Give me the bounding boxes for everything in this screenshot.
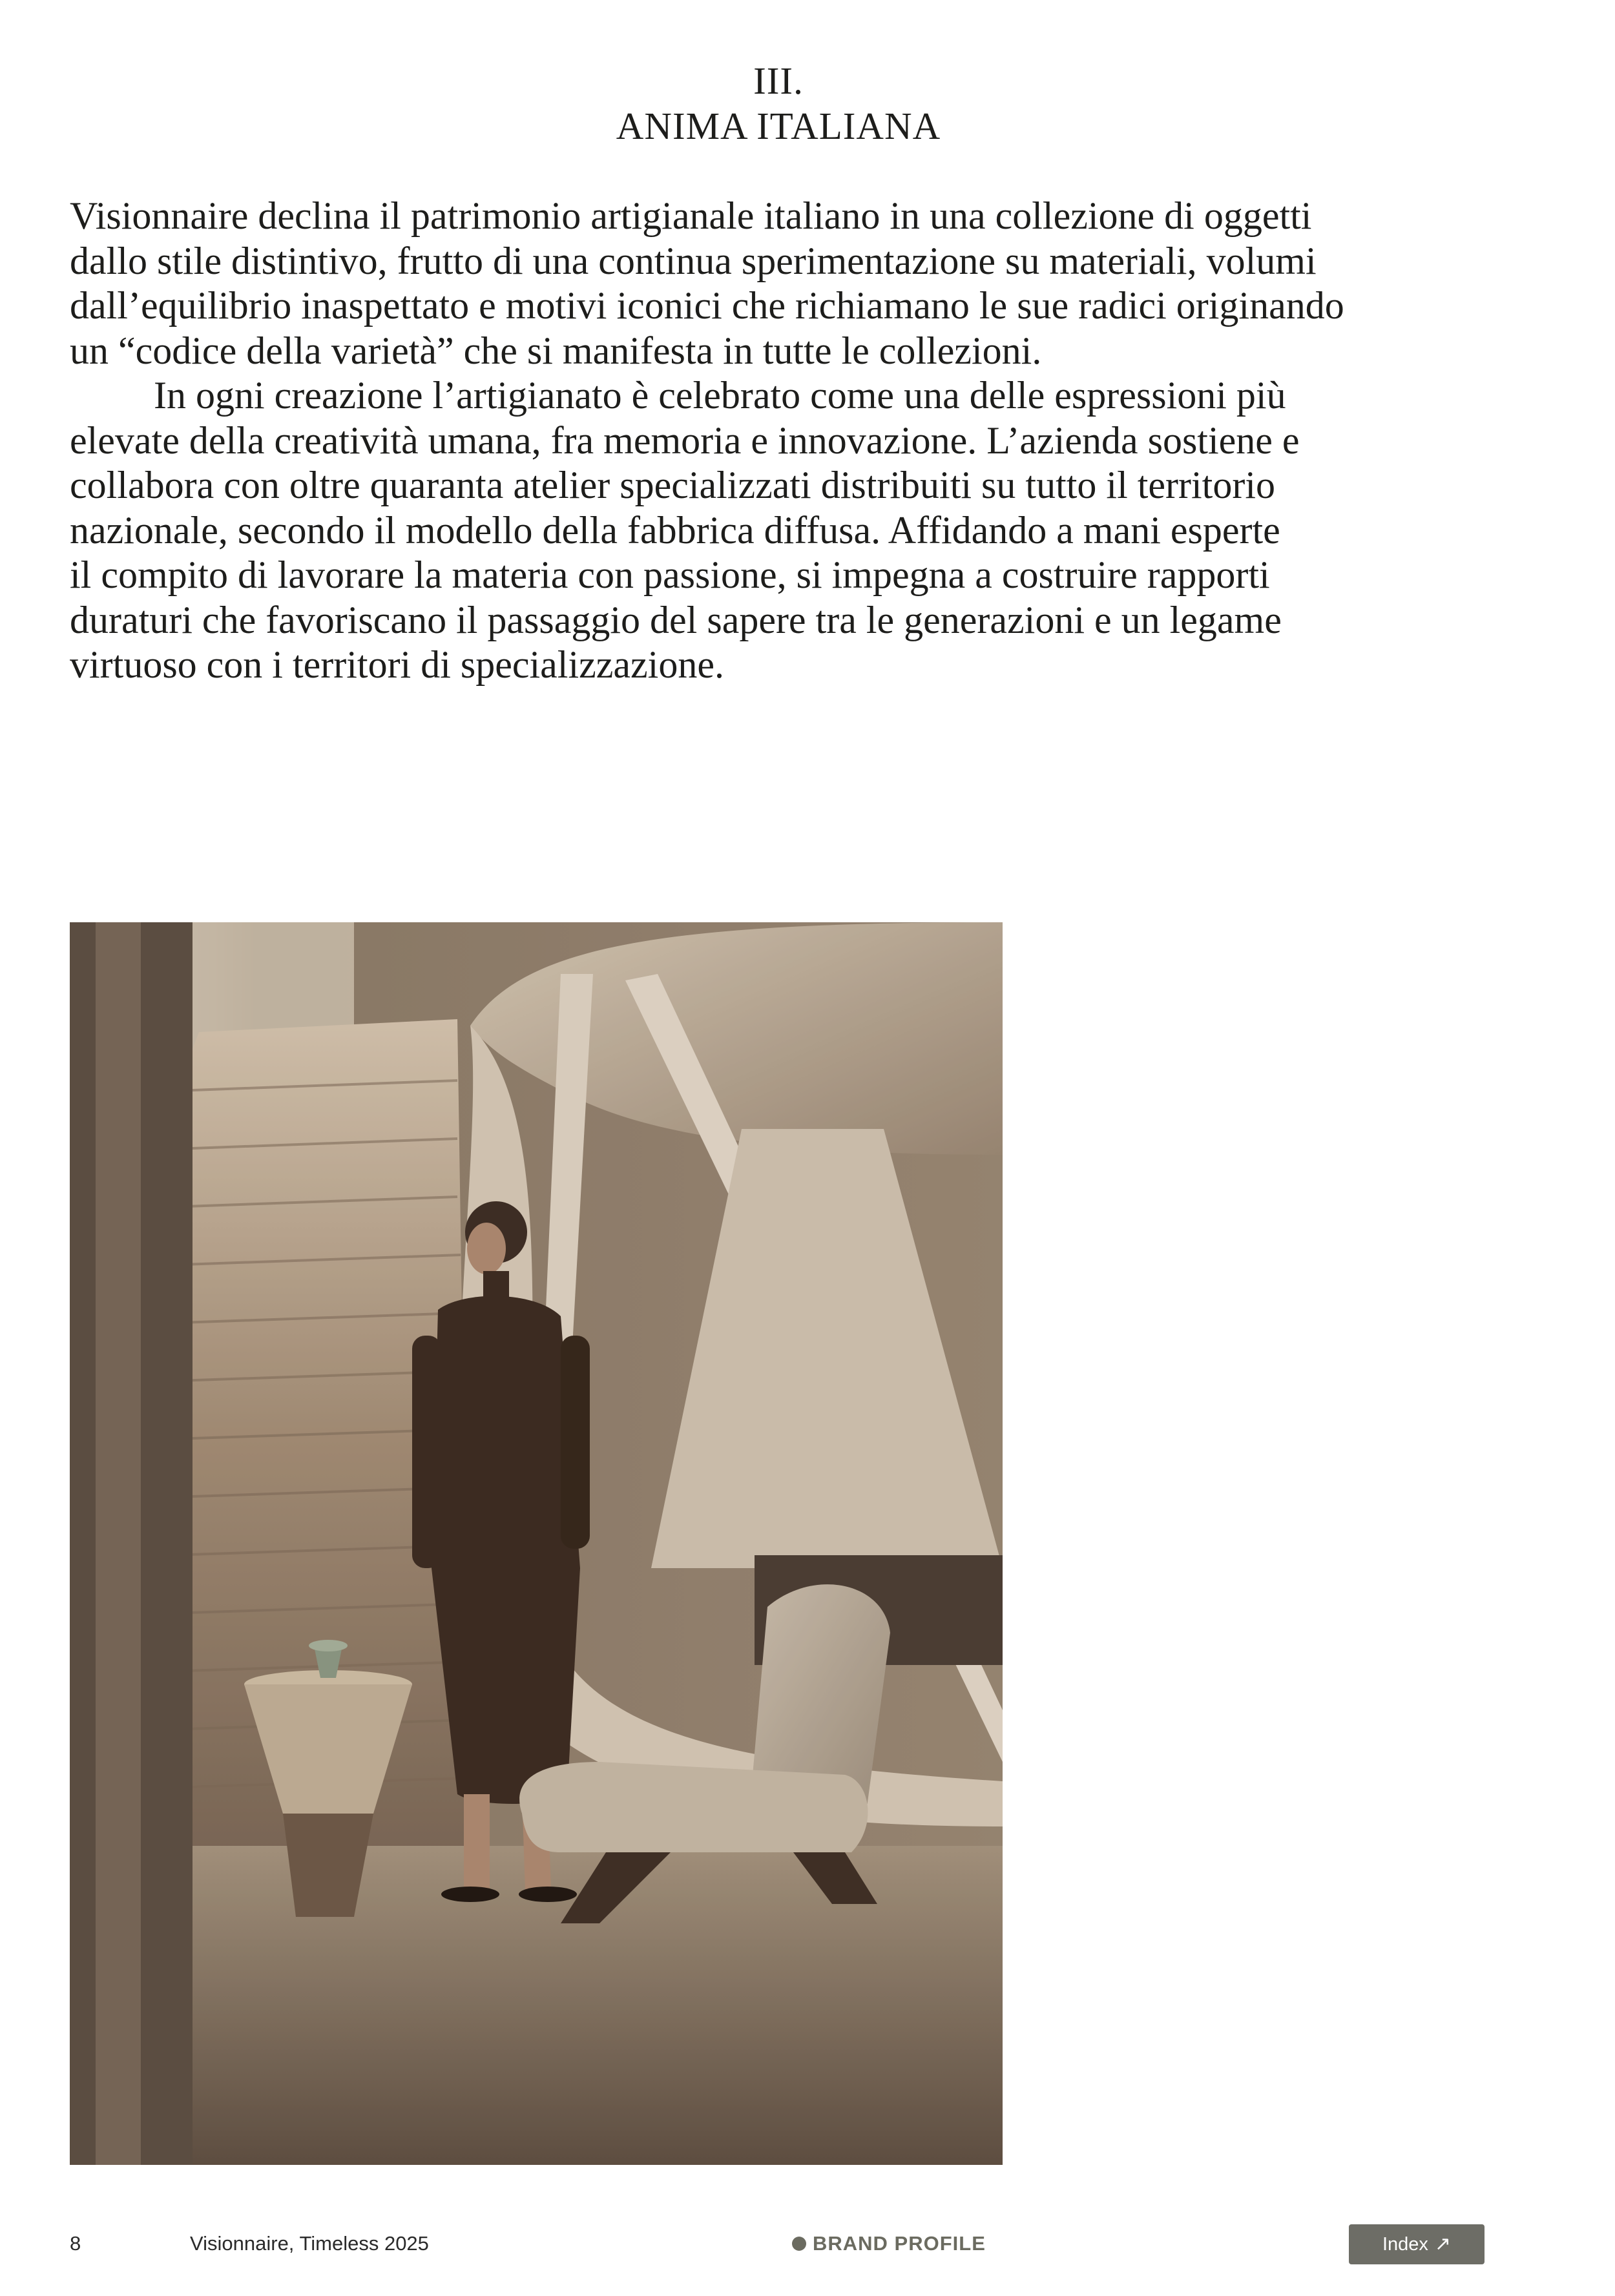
section-label-text: BRAND PROFILE <box>813 2232 986 2255</box>
section-heading <box>0 58 1557 149</box>
interior-scene-illustration <box>70 922 1003 2165</box>
body-line: dall’equilibrio inaspettato e motivi iconici che richiamano le sue radici originando <box>70 284 1344 327</box>
body-line: Visionnaire declina il patrimonio artigianale italiano in una collezione di oggetti <box>70 194 1312 237</box>
section-label <box>792 2232 986 2255</box>
body-line: nazionale, secondo il modello della fabbrica diffusa. Affidando a mani esperte <box>70 508 1280 552</box>
body-text <box>70 194 1517 688</box>
body-line: il compito di lavorare la materia con passione, si impegna a costruire rapporti <box>70 553 1270 596</box>
publication-title: Visionnaire, Timeless 2025 <box>190 2232 429 2255</box>
body-line: collabora con oltre quaranta atelier specializzati distribuiti su tutto il territorio <box>70 464 1276 506</box>
body-line: un “codice della varietà” che si manifesta in tutte le collezioni. <box>70 329 1042 372</box>
body-line: virtuoso con i territori di specializzazione. <box>70 643 724 686</box>
page-number: 8 <box>70 2232 81 2255</box>
index-button[interactable] <box>1349 2224 1485 2264</box>
page-footer <box>0 2222 1615 2267</box>
body-line: dallo stile distintivo, frutto di una continua sperimentazione su materiali, volumi <box>70 239 1317 282</box>
section-numeral: III. <box>753 59 804 102</box>
body-line: In ogni creazione l’artigianato è celebrato come una delle espressioni più <box>154 374 1286 417</box>
arrow-up-right-icon: ↗ <box>1434 2233 1452 2255</box>
section-title: ANIMA ITALIANA <box>616 105 941 147</box>
body-line: duraturi che favoriscano il passaggio del sapere tra le generazioni e un legame <box>70 598 1282 641</box>
body-line: elevate della creatività umana, fra memoria e innovazione. L’azienda sostiene e <box>70 419 1300 462</box>
bullet-dot-icon <box>792 2237 806 2251</box>
index-button-label: Index <box>1382 2233 1428 2255</box>
interior-photo <box>70 922 1003 2165</box>
